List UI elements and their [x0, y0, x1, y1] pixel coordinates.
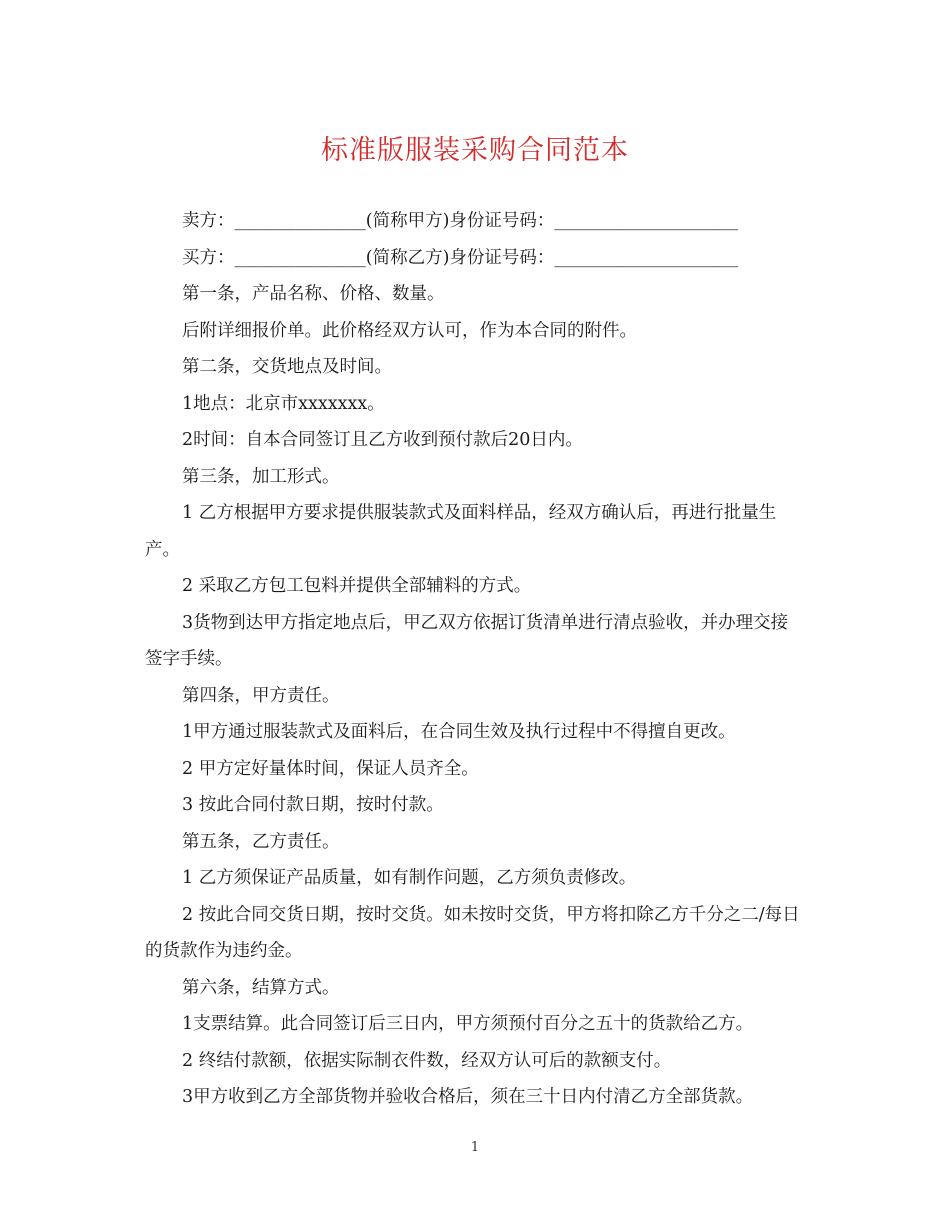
document-body — [145, 203, 805, 1116]
contract-paragraph: 第二条，交货地点及时间。 — [182, 357, 392, 377]
contract-paragraph: 3甲方收到乙方全部货物并验收合格后，须在三十日内付清乙方全部货款。 — [182, 1087, 754, 1107]
contract-paragraph: 后附详细报价单。此价格经双方认可，作为本合同的附件。 — [182, 320, 637, 341]
page-number: 1 — [470, 1140, 480, 1155]
contract-paragraph: 2 按此合同交货日期，按时交货。如未按时交货，甲方将扣除乙方千分之二/每日的货款作为违约金。 — [145, 904, 800, 961]
document-title: 标准版服装采购合同范本 — [321, 135, 629, 166]
contract-paragraph: 买方：_______________(简称乙方)身份证号码：_____________________ — [182, 247, 739, 268]
contract-paragraph: 2时间：自本合同签订且乙方收到预付款后20日内。 — [182, 430, 583, 450]
contract-paragraph: 2 终结付款额，依据实际制衣件数，经双方认可后的款额支付。 — [182, 1050, 672, 1071]
contract-paragraph: 第一条，产品名称、价格、数量。 — [182, 284, 445, 304]
contract-paragraph: 第四条，甲方责任。 — [182, 685, 340, 706]
contract-paragraph: 第五条，乙方责任。 — [182, 831, 340, 852]
contract-paragraph: 第三条，加工形式。 — [182, 466, 340, 487]
contract-paragraph: 2 甲方定好量体时间，保证人员齐全。 — [182, 758, 479, 779]
contract-paragraph: 第六条，结算方式。 — [182, 977, 340, 998]
contract-paragraph: 1 乙方根据甲方要求提供服装款式及面料样品，经双方确认后，再进行批量生产。 — [145, 503, 777, 560]
contract-paragraph: 3 按此合同付款日期，按时付款。 — [182, 795, 444, 815]
contract-paragraph: 2 采取乙方包工包料并提供全部辅料的方式。 — [182, 576, 532, 596]
contract-paragraph: 1支票结算。此合同签订后三日内，甲方须预付百分之五十的货款给乙方。 — [182, 1014, 754, 1034]
contract-paragraph: 卖方：_______________(简称甲方)身份证号码：_____________________ — [182, 211, 739, 231]
contract-paragraph: 1甲方通过服装款式及面料后，在合同生效及执行过程中不得擅自更改。 — [182, 722, 736, 742]
contract-paragraph: 1地点：北京市xxxxxxx。 — [182, 393, 385, 414]
contract-paragraph: 3货物到达甲方指定地点后，甲乙双方依据订货清单进行清点验收，并办理交接签字手续。 — [145, 612, 789, 669]
contract-paragraph: 1 乙方须保证产品质量，如有制作问题，乙方须负责修改。 — [182, 868, 637, 888]
